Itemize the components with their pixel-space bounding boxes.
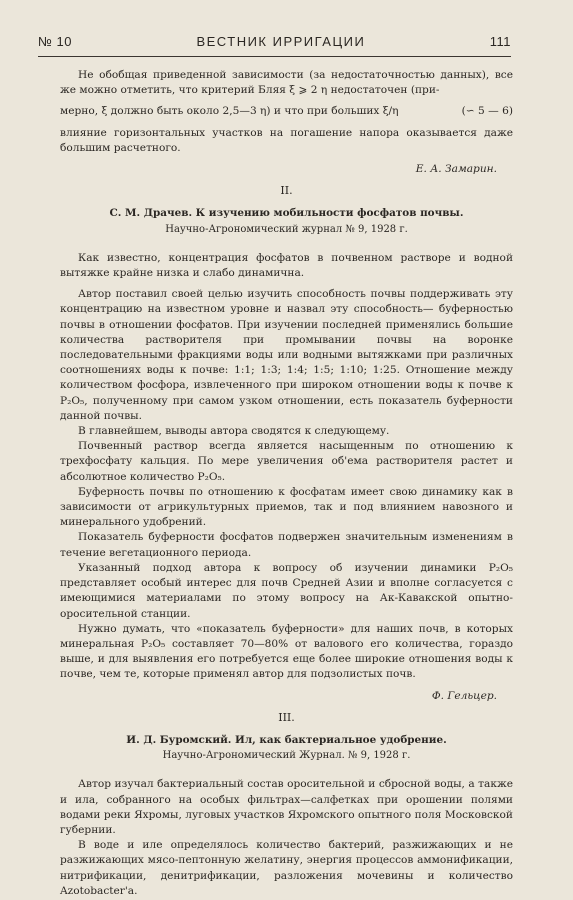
paragraph: Автор поставил своей целью изучить способность почвы поддерживать эту концентрацию на известном уровне и назвал эту способность— буферностью почвы в отношении фосфатов. При изучении последней применялись большие количества растворителя при промывании почвы на воронке последовательными фракциями воды или водными вытяжками при различных соотношениях воды к почве: 1:1; 1:3; 1:4; 1:5; 1:10; 1:25. Отношение между количеством фосфора, извлеченного при широком отношении воды к почве к P₂O₅, полученному при самом узком отношении, есть показатель буферности данной почвы. xyxy=(60,288,513,422)
formula-text: мерно, ξ должно быть около 2,5—3 η) и что при больших ξ/η xyxy=(60,105,399,118)
paragraph: В воде и иле определялось количество бактерий, разжижающих и не разжижающих мясо-пептонную желатину, энергия процессов аммонификации, нитрификации, денитрификации, разложения мочевины и количество Azotobacter'a. xyxy=(60,839,513,897)
page-number: 111 xyxy=(489,34,511,49)
review-title: И. Д. Буромский. Ил, как бактериальное удобрение. xyxy=(126,733,447,746)
paragraph: Показатель буферности фосфатов подвержен значительным изменениям в течение вегетационного периода. xyxy=(60,531,513,559)
paragraph: Нужно думать, что «показатель буферности» для наших почв, в которых минеральная P₂O₅ составляет 70—80% от валового его количества, гораздо выше, и для выявления его потребуется еще более широкие отношения воды к почве, чем те, которые применял автор для подзолистых почв. xyxy=(60,622,513,681)
formula-line xyxy=(60,104,513,119)
paragraph: Почвенный раствор всегда является насыщенным по отношению к трехфосфату кальция. По мере увеличения об'ема растворителя растет и абсолютное количество P₂O₅. xyxy=(60,440,513,483)
section-numeral: II. xyxy=(280,184,293,198)
formula-range: (∽ 5 — 6) xyxy=(461,105,513,118)
review-source: Научно-Агрономический журнал № 9, 1928 г. xyxy=(165,223,408,235)
issue-number: № 10 xyxy=(38,34,73,49)
review-title: С. М. Драчев. К изучению мобильности фосфатов почвы. xyxy=(109,207,464,220)
paragraph: влияние горизонтальных участков на погашение напора оказывается даже большим расчетного. xyxy=(60,126,513,154)
paragraph: Как известно, концентрация фосфатов в почвенном растворе и водной вытяжке крайне низка и слабо динамична. xyxy=(60,251,513,280)
paragraph: В главнейшем, выводы автора сводятся к следующему. xyxy=(78,425,390,438)
page-body xyxy=(60,68,513,899)
paragraph: Не обобщая приведенной зависимости (за недостаточностью данных), все же можно отметить, что критерий Бляя ξ ⩾ 2 η недостаточен (при- xyxy=(60,69,513,97)
author-signature: Ф. Гельцер. xyxy=(431,689,497,702)
paragraph: Автор изучал бактериальный состав оросительной и сбросной воды, а также и ила, собранного на особых фильтрах—салфетках при орошении полями водами реки Яхромы, луговых участков Яхромского опытного поля Московской губернии. xyxy=(60,778,513,836)
paragraph: Буферность почвы по отношению к фосфатам имеет свою динамику как в зависимости от агрикультурных приемов, так и под влиянием навозного и минерального удобрений. xyxy=(60,485,513,529)
author-signature: Е. А. Замарин. xyxy=(415,163,497,176)
review-source: Научно-Агрономический Журнал. № 9, 1928 г. xyxy=(162,750,411,762)
header-rule xyxy=(38,56,511,57)
section-numeral: III. xyxy=(278,710,295,724)
journal-title: ВЕСТНИК ИРРИГАЦИИ xyxy=(196,34,366,49)
paragraph: Указанный подход автора к вопросу об изучении динамики P₂O₅ представляет особый интерес для почв Средней Азии и вполне согласуется с имеющимися материалами по этому вопросу на Ак-Кавакской опытно-оросительной станции. xyxy=(60,561,513,620)
page-header xyxy=(38,34,511,49)
